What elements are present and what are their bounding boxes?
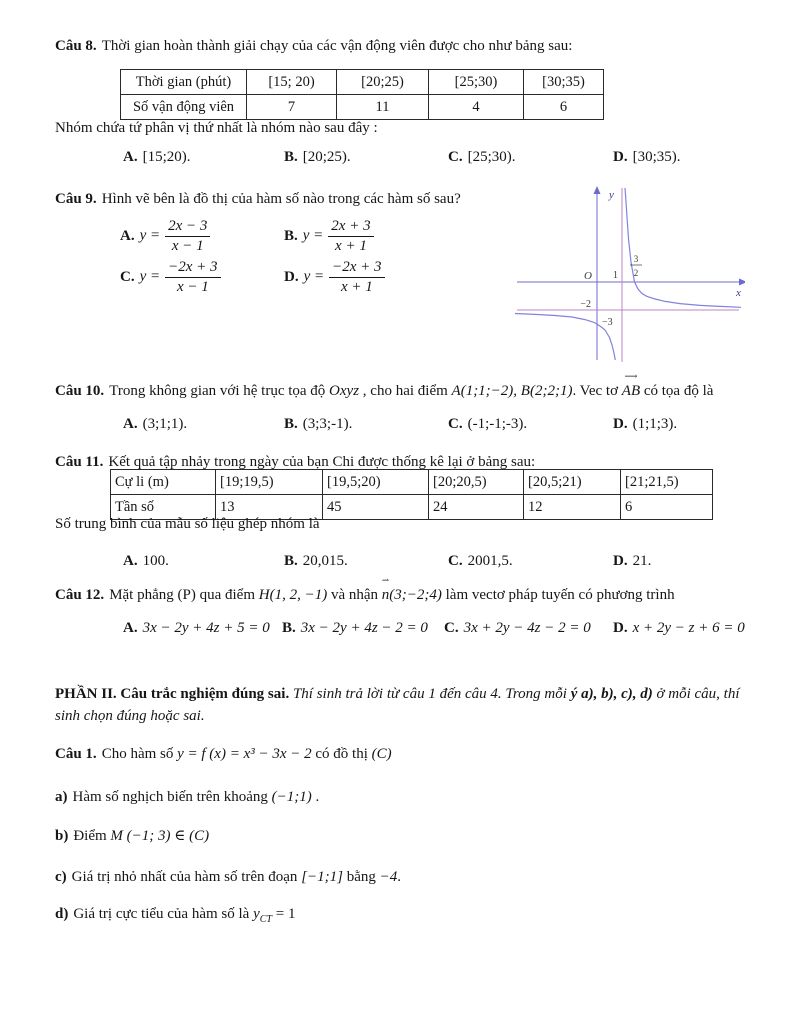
q8-td-count-3: 4 [429, 95, 524, 120]
y-tick-minus2-label: −2 [580, 299, 591, 310]
q8-option-a-text: [15;20). [142, 149, 191, 165]
p2q1-item-c-tail: . [397, 869, 402, 885]
q10-option-c-text: (-1;-1;-3). [467, 416, 528, 432]
q11-option-b-text: 20,015. [302, 553, 348, 569]
q8-td-label: Số vận động viên [121, 95, 247, 120]
q9-option-c [120, 258, 221, 297]
q9-option-d-denominator: x + 1 [340, 278, 373, 295]
y-intercept-minus3-label: −3 [602, 317, 613, 328]
q10-options [0, 416, 792, 440]
q9-option-c-key: C. [120, 268, 135, 285]
x-intercept-frac-numerator: 3 [633, 254, 639, 264]
q9-option-d [284, 258, 385, 297]
q8-th-interval-4: [30;35) [524, 70, 604, 95]
q8-table [120, 69, 604, 120]
p2q1-item-c-key: c) [55, 869, 67, 885]
q11-td-freq-5: 6 [621, 495, 713, 520]
hyperbola-right-branch [625, 188, 741, 307]
q8-option-d-key: D. [613, 149, 628, 165]
q9-option-c-numerator: −2x + 3 [165, 258, 220, 278]
q12-options [0, 620, 792, 644]
q9-option-a-denominator: x − 1 [171, 237, 204, 254]
q9-function-graph [515, 184, 745, 366]
q12-normal-vector-text: n [381, 587, 390, 603]
q10-option-b-text: (3;3;-1). [302, 416, 353, 432]
q8-question: Nhóm chứa tứ phân vị thứ nhất là nhóm nào sau đây : [55, 120, 378, 136]
q12-normal-vector [381, 575, 390, 607]
q11-td-label: Tần số [111, 495, 216, 520]
p2q1-item-d-subscript: CT [259, 914, 272, 925]
q9-option-b-denominator: x + 1 [335, 237, 367, 254]
q11-td-freq-3: 24 [429, 495, 524, 520]
q11-th-interval-1: [19;19,5) [216, 470, 323, 495]
q11-table-header-row [111, 470, 713, 495]
q12-text-1: Mặt phẳng (P) qua điểm [109, 587, 259, 603]
q8-intro: Thời gian hoàn thành giải chạy của các vận động viên được cho như bảng sau: [101, 38, 573, 54]
p2q1-item-d-eq: = 1 [271, 906, 296, 922]
q9-option-a-key: A. [120, 227, 135, 244]
q12-option-d-key: D. [613, 620, 628, 636]
q10-heading [55, 371, 747, 403]
q11-option-c [448, 553, 513, 570]
q12-option-a-text: 3x − 2y + 4z + 5 = 0 [142, 620, 270, 636]
hyperbola-plot [515, 184, 745, 366]
p2q1-item-c-interval: [−1;1] [301, 869, 343, 885]
q10-points: A(1;1;−2), B(2;2;1) [451, 383, 573, 399]
q12-option-a [123, 620, 270, 637]
p2q1-item-b-key: b) [55, 828, 69, 844]
q9-option-a [120, 217, 210, 256]
vector-arrow-icon: ⟶ [624, 371, 638, 381]
q9-option-c-fraction [165, 258, 220, 297]
p2q1-item-b-point: M (−1; 3) [110, 828, 171, 844]
q10-option-a [123, 416, 187, 433]
q8-option-b-key: B. [284, 149, 298, 165]
part2-instruction-1: Thí sinh trả lời từ câu 1 đến câu 4. Trong mỗi [289, 686, 571, 702]
q11-table [110, 469, 713, 520]
q11-option-c-text: 2001,5. [467, 553, 513, 569]
q8-option-d [613, 149, 681, 166]
p2q1-item-c [55, 867, 747, 889]
q9-intro: Hình vẽ bên là đồ thị của hàm số nào trong các hàm số sau? [101, 191, 461, 207]
q12-heading [55, 575, 747, 607]
q12-option-c-key: C. [444, 620, 459, 636]
part2-instruction-bold: ý a), b), c), d) [570, 686, 653, 702]
q9-option-b [284, 217, 374, 256]
q10-text-3: . Vec tơ [572, 383, 622, 399]
q9-option-d-lead: y = [303, 268, 325, 285]
p2q1-heading [55, 744, 747, 766]
q8-heading [55, 36, 747, 58]
q11-th-interval-5: [21;21,5) [621, 470, 713, 495]
p2q1-item-d [55, 904, 747, 928]
y-axis-arrow-icon [594, 186, 601, 194]
q11-options [0, 553, 792, 577]
p2q1-item-b [55, 826, 747, 848]
part2-header [55, 684, 747, 728]
q9-option-a-numerator: 2x − 3 [165, 217, 210, 237]
p2q1-text-2: có đồ thị [311, 746, 372, 762]
p2q1-item-d-key: d) [55, 906, 69, 922]
p2q1-curve-name: (C) [371, 746, 392, 762]
q9-option-b-key: B. [284, 227, 298, 244]
q12-normal-vector-args: (3;−2;4) [389, 587, 442, 603]
q10-text-2: , cho hai điểm [359, 383, 452, 399]
vector-arrow-icon: ⇀ [381, 575, 390, 585]
q12-option-b-text: 3x − 2y + 4z − 2 = 0 [300, 620, 428, 636]
q8-option-b [284, 149, 351, 166]
q10-option-a-key: A. [123, 416, 138, 432]
q11-th-distance: Cự li (m) [111, 470, 216, 495]
q8-table-value-row [121, 95, 604, 120]
p2q1-text-1: Cho hàm số [101, 746, 178, 762]
q12-point-h: H(1, 2, −1) [258, 587, 328, 603]
hyperbola-left-branch [515, 314, 615, 361]
q10-option-b-key: B. [284, 416, 298, 432]
q12-text-3: làm vectơ pháp tuyến có phương trình [441, 587, 675, 603]
q12-label: Câu 12. [55, 587, 105, 603]
p2q1-item-b-curve: (C) [189, 828, 210, 844]
q10-vector-ab [621, 371, 641, 403]
q8-option-c-text: [25;30). [467, 149, 516, 165]
q11-intro: Kết quả tập nhảy trong ngày của bạn Chi được thống kê lại ở bảng sau: [108, 454, 536, 470]
q10-text-4: có tọa độ là [640, 383, 714, 399]
q8-td-count-2: 11 [337, 95, 429, 120]
p2q1-item-a [55, 787, 747, 809]
p2q1-label: Câu 1. [55, 746, 97, 762]
q9-option-b-fraction [328, 217, 373, 256]
q8-td-count-4: 6 [524, 95, 604, 120]
q9-option-d-numerator: −2x + 3 [329, 258, 384, 278]
p2q1-item-b-text: Điểm [73, 828, 111, 844]
p2q1-item-a-text: Hàm số nghịch biến trên khoảng [72, 789, 272, 805]
q10-vector-ab-text: AB [621, 383, 641, 399]
q12-option-c [444, 620, 591, 637]
q9-option-b-lead: y = [302, 227, 324, 244]
x-axis-label: x [736, 287, 741, 299]
q10-option-c [448, 416, 527, 433]
part2-instruction-2: ở mỗi câu, thí sinh chọn đúng hoặc sai. [55, 686, 740, 724]
q10-option-d-text: (1;1;3). [632, 416, 678, 432]
q10-text-1: Trong không gian với hệ trục tọa độ [109, 383, 330, 399]
q10-option-a-text: (3;1;1). [142, 416, 188, 432]
q8-td-count-1: 7 [247, 95, 337, 120]
q12-option-a-key: A. [123, 620, 138, 636]
p2q1-item-d-y: y [253, 906, 260, 922]
q9-option-a-fraction [165, 217, 210, 256]
q9-label: Câu 9. [55, 191, 97, 207]
q8-options [0, 149, 792, 173]
q11-option-b [284, 553, 348, 570]
q11-td-freq-1: 13 [216, 495, 323, 520]
element-of-symbol: ∈ [170, 828, 190, 844]
q10-option-d-key: D. [613, 416, 628, 432]
origin-label: O [584, 270, 592, 282]
q11-td-freq-2: 45 [323, 495, 429, 520]
q12-option-b-key: B. [282, 620, 296, 636]
q9-option-a-lead: y = [139, 227, 161, 244]
q11-option-d-text: 21. [632, 553, 652, 569]
q8-th-interval-1: [15; 20) [247, 70, 337, 95]
q8-th-time: Thời gian (phút) [121, 70, 247, 95]
x-tick-1-label: 1 [613, 270, 618, 281]
q10-option-c-key: C. [448, 416, 463, 432]
q11-th-interval-2: [19,5;20) [323, 470, 429, 495]
q10-oxyz: Oxyz [329, 383, 360, 399]
q10-option-d [613, 416, 677, 433]
q11-option-a [123, 553, 169, 570]
q11-option-b-key: B. [284, 553, 298, 569]
q8-option-a [123, 149, 191, 166]
q11-option-d-key: D. [613, 553, 628, 569]
q12-text-2: và nhận [327, 587, 382, 603]
q8-option-a-key: A. [123, 149, 138, 165]
p2q1-item-c-text: Giá trị nhỏ nhất của hàm số trên đoạn [71, 869, 302, 885]
q9-option-d-fraction [329, 258, 384, 297]
part2-title: PHẦN II. Câu trắc nghiệm đúng sai. [55, 686, 290, 702]
q10-label: Câu 10. [55, 383, 105, 399]
q9-option-c-lead: y = [139, 268, 161, 285]
q8-option-c [448, 149, 516, 166]
q8-th-interval-2: [20;25) [337, 70, 429, 95]
p2q1-item-a-math: (−1;1) [271, 789, 312, 805]
x-intercept-frac-denominator: 2 [633, 268, 639, 278]
p2q1-item-c-value: −4 [379, 869, 398, 885]
x-axis-arrow-icon [739, 279, 745, 286]
y-axis-label: y [609, 189, 614, 201]
q12-option-c-text: 3x + 2y − 4z − 2 = 0 [463, 620, 591, 636]
q11-td-freq-4: 12 [524, 495, 621, 520]
q12-option-b [282, 620, 428, 637]
q9-option-b-numerator: 2x + 3 [328, 217, 373, 237]
q10-option-b [284, 416, 352, 433]
q8-table-header-row [121, 70, 604, 95]
p2q1-item-c-mid: bằng [342, 869, 380, 885]
q12-option-d-text: x + 2y − z + 6 = 0 [632, 620, 745, 636]
q11-th-interval-3: [20;20,5) [429, 470, 524, 495]
q9-option-c-denominator: x − 1 [176, 278, 209, 295]
p2q1-item-a-tail: . [311, 789, 320, 805]
p2q1-item-d-text: Giá trị cực tiểu của hàm số là [73, 906, 254, 922]
q11-question: Số trung bình của mẫu số liệu ghép nhóm là [55, 516, 320, 532]
q8-option-d-text: [30;35). [632, 149, 681, 165]
q8-th-interval-3: [25;30) [429, 70, 524, 95]
q8-option-c-key: C. [448, 149, 463, 165]
q12-option-d [613, 620, 745, 637]
q11-option-d [613, 553, 651, 570]
q11-option-a-key: A. [123, 553, 138, 569]
q11-option-a-text: 100. [142, 553, 169, 569]
q8-label: Câu 8. [55, 38, 97, 54]
p2q1-item-a-key: a) [55, 789, 68, 805]
q9-option-d-key: D. [284, 268, 299, 285]
q11-label: Câu 11. [55, 454, 104, 470]
p2q1-formula: y = f (x) = x³ − 3x − 2 [177, 746, 312, 762]
q8-option-b-text: [20;25). [302, 149, 351, 165]
q11-option-c-key: C. [448, 553, 463, 569]
q11-th-interval-4: [20,5;21) [524, 470, 621, 495]
